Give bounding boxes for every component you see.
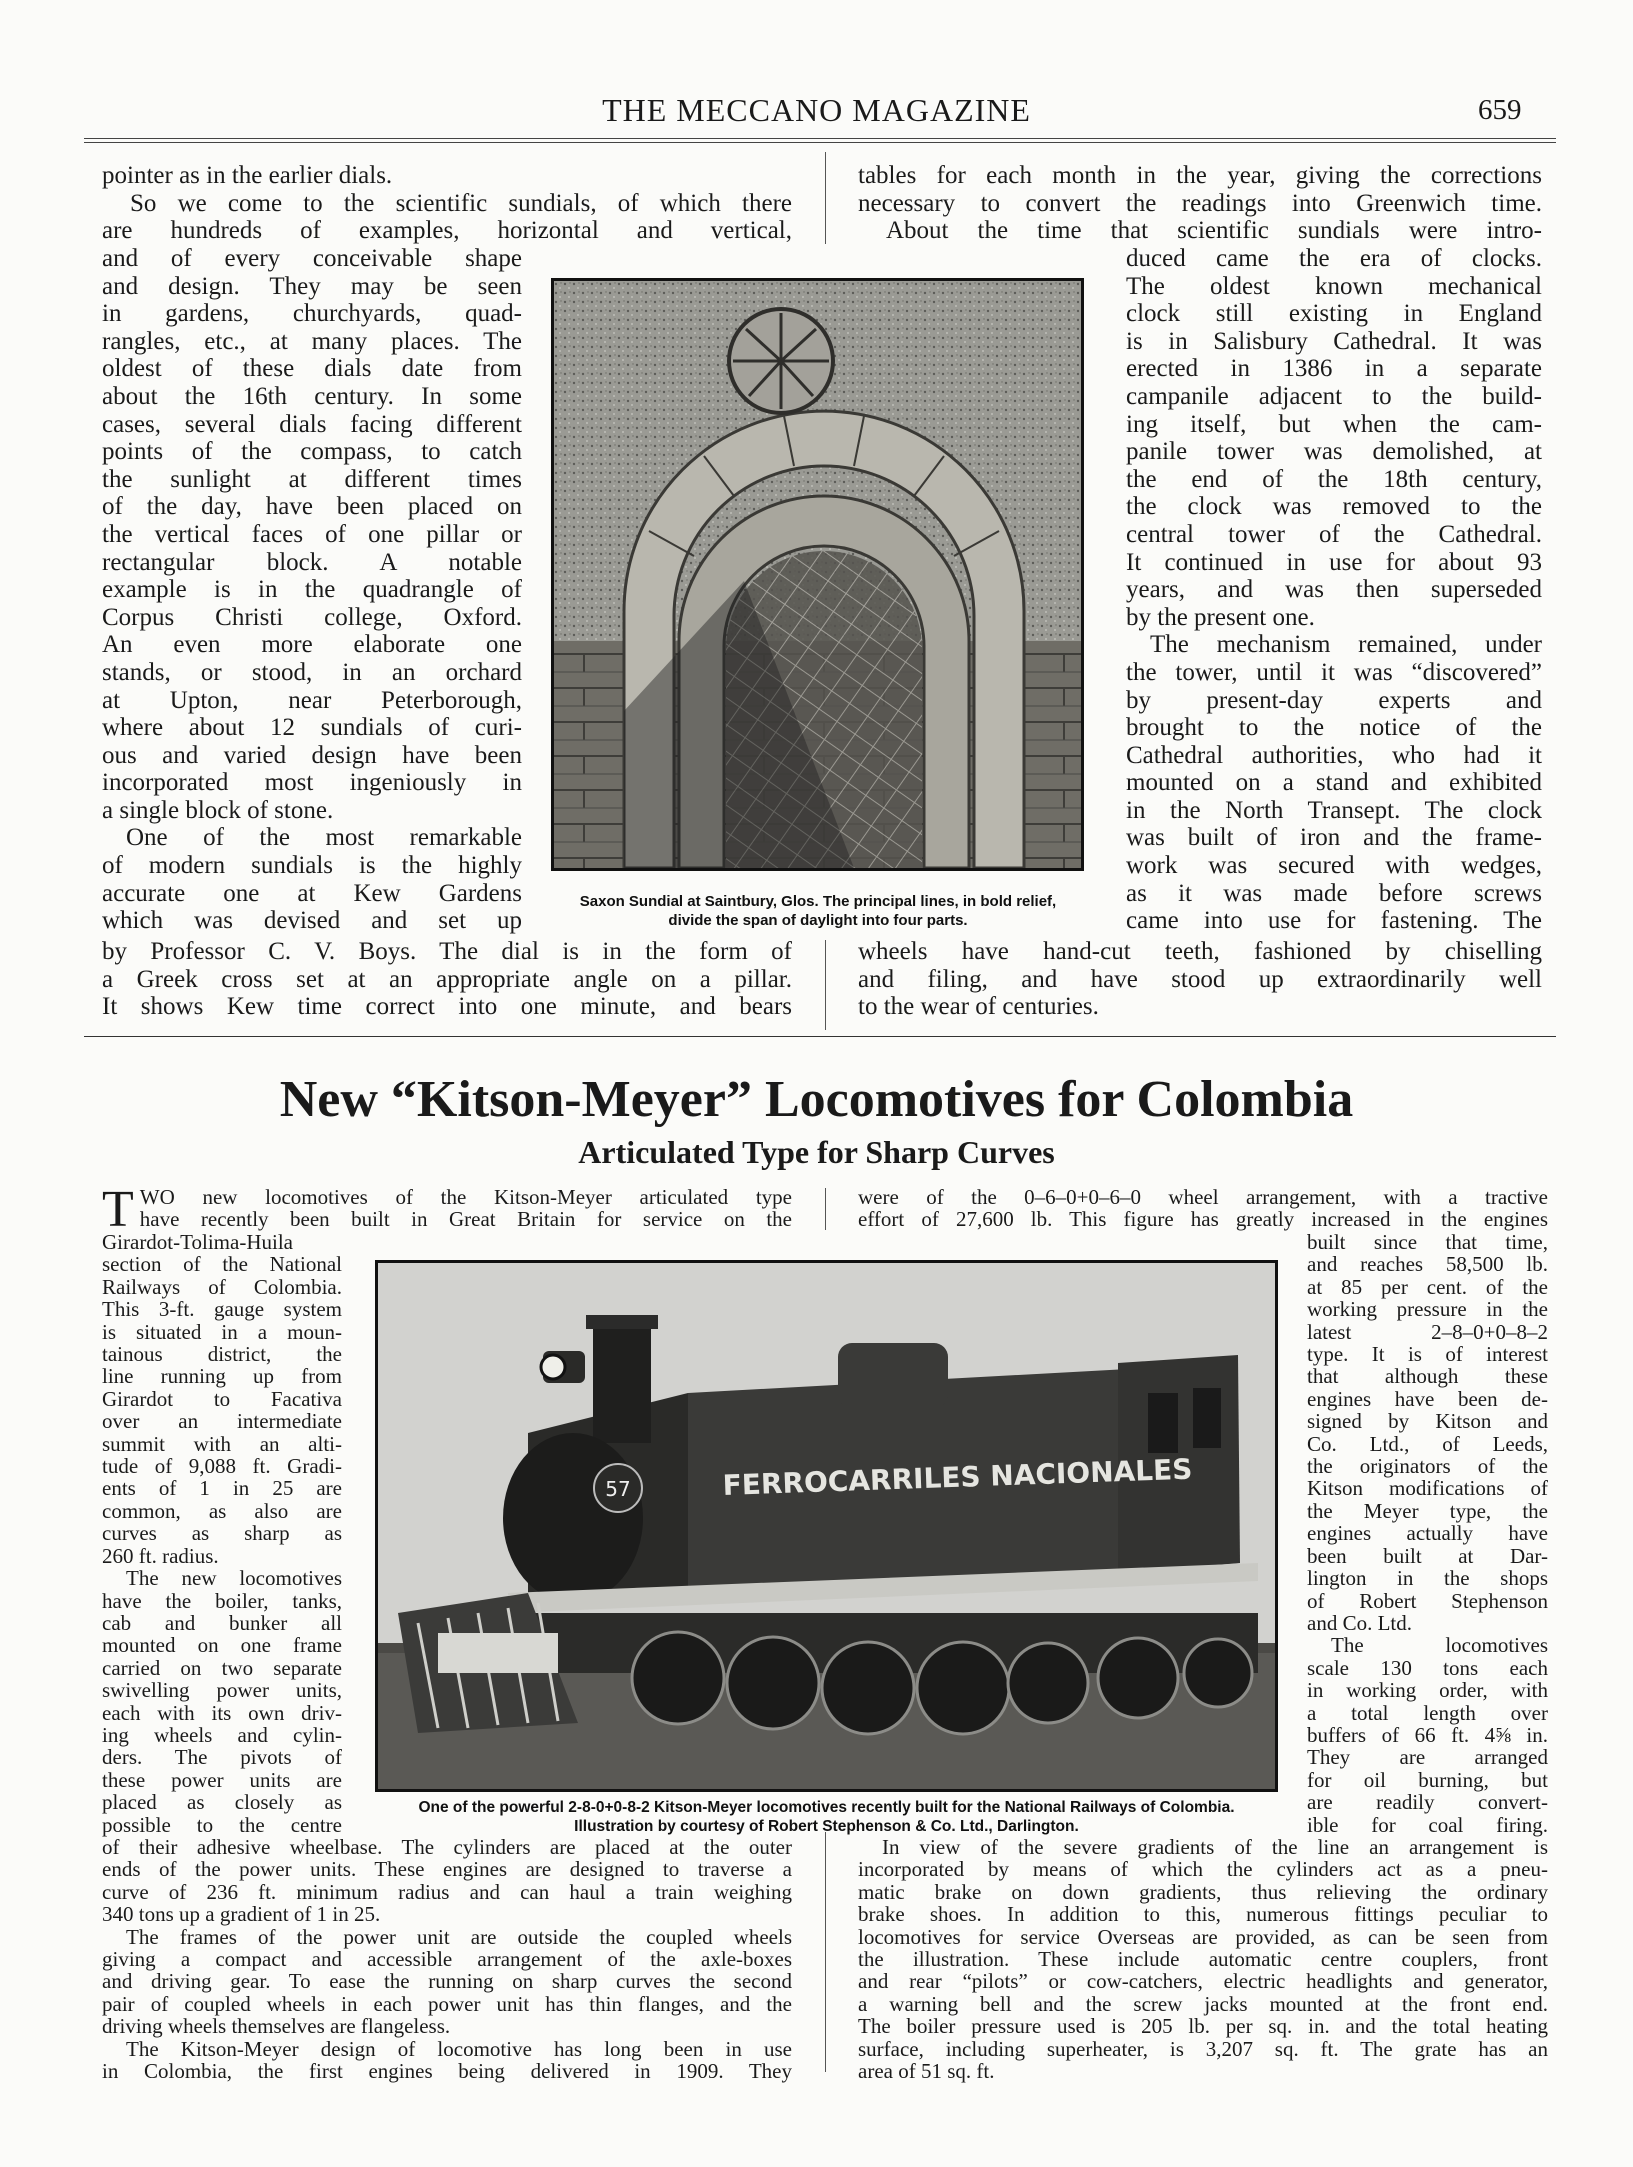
text-line: placed as closely as [102,1790,342,1815]
sundial-left-top [102,162,792,245]
text-line: So we come to the scientific sundials, of which there [130,189,792,217]
text-line: central tower of the Cathedral. [1126,520,1542,548]
sundial-right-wrap [1126,245,1542,935]
text-line: the originators of the [1307,1454,1548,1479]
text-line: scale 130 tons each [1307,1655,1548,1680]
text-line: a total length over [1307,1700,1548,1725]
text-line: at 85 per cent. of the [1307,1274,1548,1299]
text-line: tude of 9,088 ft. Gradi- [102,1454,342,1479]
caption-line: One of the powerful 2-8-0+0-8-2 Kitson-Meyer locomotives recently built for the National Railways of Colombia. [418,1799,1235,1816]
text-line: The frames of the power unit are outside the coupled wheels [126,1924,792,1949]
text-line: the tower, until it was “discovered” [1126,658,1542,686]
loco-right-top [858,1186,1548,1231]
column-divider-top [825,152,826,244]
text-line: The mechanism remained, under [1150,631,1542,659]
text-line: and reaches 58,500 lb. [1307,1252,1548,1277]
text-line: possible to the centre [102,1812,342,1837]
text-line: panile tower was demolished, at [1126,438,1542,466]
text-line: line running up from [102,1364,342,1389]
caption-line: Illustration by courtesy of Robert Stephenson & Co. Ltd., Darlington. [574,1818,1079,1835]
text-line: necessary to convert the readings into Greenwich time. [858,189,1542,217]
article-subheadline: Articulated Type for Sharp Curves [578,1134,1055,1170]
text-line: in Colombia, the first engines being delivered in 1909. They [102,2059,792,2084]
text-line: in the North Transept. The clock [1126,796,1542,824]
text-line: The boiler pressure used is 205 lb. per sq. in. and the total heating [858,2014,1548,2039]
locomotive-photo [375,1260,1278,1792]
text-line: curves as sharp as [102,1521,342,1546]
text-line: in gardens, churchyards, quad- [102,300,522,328]
text-line: for oil burning, but [1307,1767,1548,1792]
loco-left-top [102,1181,792,1238]
text-line: driving wheels themselves are flangeless. [102,2014,451,2039]
text-line: a Greek cross set at an appropriate angle on a pillar. [102,965,792,993]
text-line: a single block of stone. [102,796,334,824]
text-line: where about 12 sundials of curi- [102,714,522,742]
text-line: each with its own driv- [102,1700,342,1725]
text-line: ing itself, but when the cam- [1126,410,1542,438]
text-line: and rear “pilots” or cow-catchers, electric headlights and generator, [858,1969,1548,1994]
text-line: the vertical faces of one pillar or [102,520,522,548]
page-number: 659 [1478,94,1522,126]
loco-right-wrap [1307,1231,1548,1836]
text-line: of the day, have been placed on [102,493,522,521]
text-line: common, as also are [102,1498,342,1523]
header-rule [84,138,1556,143]
text-line: clock still existing in England [1126,300,1542,328]
saxon-sundial-image [554,281,1081,868]
sundial-left-wrap [102,245,522,935]
text-line: brake shoes. In addition to this, numerous fittings peculiar to [858,1902,1548,1927]
text-line: in working order, with [1307,1678,1548,1703]
text-line: years, and was then superseded [1126,576,1542,604]
text-line: duced came the era of clocks. [1126,245,1542,272]
caption-line: Saxon Sundial at Saintbury, Glos. The principal lines, in bold relief, [579,893,1057,910]
engine-number: 57 [605,1477,631,1501]
text-line: In view of the severe gradients of the line an arrangement is [882,1835,1548,1859]
text-line: by Professor C. V. Boys. The dial is in the form of [102,938,792,965]
text-line: campanile adjacent to the build- [1126,382,1542,410]
text-line: Girardot-Tolima-Huila [102,1230,293,1254]
text-line: is in Salisbury Cathedral. It was [1126,327,1542,355]
text-line: lington in the shops [1307,1566,1548,1591]
text-line: of modern sundials is the highly [102,852,522,880]
text-line: engines have been de- [1307,1386,1548,1411]
text-line: about the 16th century. In some [102,382,522,410]
text-line: ents of 1 in 25 are [102,1476,342,1501]
text-line: at Upton, near Peterborough, [102,686,522,714]
text-line: tables for each month in the year, giving the corrections [858,162,1542,189]
text-line: are readily convert- [1307,1790,1548,1815]
text-line: that although these [1307,1364,1548,1389]
text-line: matic brake on down gradients, thus relieving the ordinary [858,1879,1548,1904]
text-line: over an intermediate [102,1409,342,1434]
text-line: One of the most remarkable [126,824,522,852]
text-line: built since that time, [1307,1230,1548,1254]
text-line: 340 tons up a gradient of 1 in 25. [102,1902,381,1927]
loco-left-wrap [102,1231,342,1836]
text-line: the end of the 18th century, [1126,465,1542,493]
section-divider [84,1036,1556,1037]
text-line: Cathedral authorities, who had it [1126,741,1542,769]
text-line: pointer as in the earlier dials. [102,162,393,189]
text-line: The new locomotives [126,1566,342,1591]
text-line: pair of coupled wheels in each power unit has thin flanges, and the [102,1991,792,2016]
text-line: Railways of Colombia. [102,1274,342,1299]
text-line: buffers of 66 ft. 4⅝ in. [1307,1722,1548,1747]
text-line: ible for coal firing. [1307,1812,1548,1837]
text-line: wheels have hand-cut teeth, fashioned by chiselling [858,938,1542,965]
text-line: rangles, etc., at many places. The [102,327,522,355]
text-line: were of the 0–6–0+0–6–0 wheel arrangement, with a tractive [858,1185,1548,1209]
text-line: curve of 236 ft. minimum radius and can haul a train weighing [102,1879,792,1904]
drop-cap: T [102,1181,134,1238]
text-line: effort of 27,600 lb. This figure has greatly increased in the engines [858,1207,1548,1232]
text-line: WO new locomotives of the Kitson-Meyer articulated type [139,1185,792,1209]
text-line: incorporated most ingeniously in [102,769,522,797]
text-line: carried on two separate [102,1655,342,1680]
text-line: summit with an alti- [102,1431,342,1456]
text-line: type. It is of interest [1307,1342,1548,1367]
loco-right-bottom [858,1836,1548,2082]
text-line: cases, several dials facing different [102,410,522,438]
text-line: mounted on one frame [102,1633,342,1658]
text-line: and of every conceivable shape [102,245,522,272]
text-line: ends of the power units. These engines are designed to traverse a [102,1857,792,1882]
text-line: swivelling power units, [102,1678,342,1703]
caption-line: divide the span of daylight into four parts. [668,912,968,929]
text-line: and driving gear. To ease the running on sharp curves the second [102,1969,792,1994]
text-line: engines actually have [1307,1521,1548,1546]
text-line: which was devised and set up [102,907,522,935]
text-line: Corpus Christi college, Oxford. [102,603,522,631]
text-line: to the wear of centuries. [858,993,1099,1021]
text-line: these power units are [102,1767,342,1792]
text-line: are hundreds of examples, horizontal and vertical, [102,217,792,245]
text-line: by present-day experts and [1126,686,1542,714]
text-line: area of 51 sq. ft. [858,2059,995,2084]
text-line: oldest of these dials date from [102,355,522,383]
text-line: erected in 1386 in a separate [1126,355,1542,383]
column-divider-loco-top [825,1188,826,1230]
text-line: of their adhesive wheelbase. The cylinders are placed at the outer [102,1835,792,1859]
text-line: work was secured with wedges, [1126,852,1542,880]
kitson-meyer-locomotive-image [378,1263,1275,1789]
text-line: giving a compact and accessible arrangement of the axle-boxes [102,1947,792,1972]
text-line: locomotives for service Overseas are provided, as can be seen from [858,1924,1548,1949]
text-line: mounted on a stand and exhibited [1126,769,1542,797]
text-line: accurate one at Kew Gardens [102,879,522,907]
text-line: have recently been built in Great Britain for service on the [139,1207,792,1232]
text-line: points of the compass, to catch [102,438,522,466]
text-line: This 3-ft. gauge system [102,1297,342,1322]
column-divider-bottom [825,940,826,1030]
text-line: signed by Kitson and [1307,1409,1548,1434]
text-line: They are arranged [1307,1745,1548,1770]
text-line: the sunlight at different times [102,465,522,493]
column-divider-loco-bottom [825,1832,826,2072]
text-line: by the present one. [1126,603,1315,631]
text-line: 260 ft. radius. [102,1543,219,1568]
text-line: example is in the quadrangle of [102,576,522,604]
text-line: came into use for fastening. The [1126,907,1542,935]
text-line: The locomotives [1331,1633,1548,1658]
text-line: Girardot to Facativa [102,1386,342,1411]
sundial-right-top [858,162,1542,245]
text-line: and design. They may be seen [102,272,522,300]
text-line: have the boiler, tanks, [102,1588,342,1613]
text-line: the Meyer type, the [1307,1498,1548,1523]
text-line: About the time that scientific sundials were intro- [886,217,1542,245]
sundial-photo [551,278,1084,871]
text-line: working pressure in the [1307,1297,1548,1322]
text-line: ders. The pivots of [102,1745,342,1770]
text-line: The oldest known mechanical [1126,272,1542,300]
text-line: as it was made before screws [1126,879,1542,907]
text-line: An even more elaborate one [102,631,522,659]
text-line: a warning bell and the screw jacks mounted at the front end. [858,1991,1548,2016]
text-line: It continued in use for about 93 [1126,548,1542,576]
text-line: incorporated by means of which the cylinders act as a pneu- [858,1857,1548,1882]
text-line: surface, including superheater, is 3,207 sq. ft. The grate has an [858,2036,1548,2061]
text-line: section of the National [102,1252,342,1277]
text-line: brought to the notice of the [1126,714,1542,742]
loco-left-bottom [102,1836,792,2082]
locomotive-caption [360,1798,1293,1836]
text-line: was built of iron and the frame- [1126,824,1542,852]
text-line: latest 2–8–0+0–8–2 [1307,1319,1548,1344]
article-headline: New “Kitson-Meyer” Locomotives for Colombia [279,1071,1354,1128]
text-line: the clock was removed to the [1126,493,1542,521]
running-title: THE MECCANO MAGAZINE [602,92,1031,128]
text-line: It shows Kew time correct into one minute, and bears [102,993,792,1021]
text-line: Kitson modifications of [1307,1476,1548,1501]
text-line: The Kitson-Meyer design of locomotive has long been in use [126,2036,792,2061]
text-line: the illustration. These include automatic centre couplers, front [858,1947,1548,1972]
sundial-right-bottom [858,938,1542,1021]
text-line: rectangular block. A notable [102,548,522,576]
text-line: cab and bunker all [102,1610,342,1635]
text-line: is situated in a moun- [102,1319,342,1344]
text-line: and filing, and have stood up extraordinarily well [858,965,1542,993]
text-line: Co. Ltd., of Leeds, [1307,1431,1548,1456]
text-line: of Robert Stephenson [1307,1588,1548,1613]
text-line: ing wheels and cylin- [102,1722,342,1747]
locomotive-lettering: FERROCARRILES NACIONALES [722,1452,1193,1502]
sundial-left-bottom [102,938,792,1021]
text-line: been built at Dar- [1307,1543,1548,1568]
text-line: ous and varied design have been [102,741,522,769]
text-line: tainous district, the [102,1342,342,1367]
text-line: stands, or stood, in an orchard [102,658,522,686]
sundial-caption [548,892,1088,930]
text-line: and Co. Ltd. [1307,1610,1412,1635]
